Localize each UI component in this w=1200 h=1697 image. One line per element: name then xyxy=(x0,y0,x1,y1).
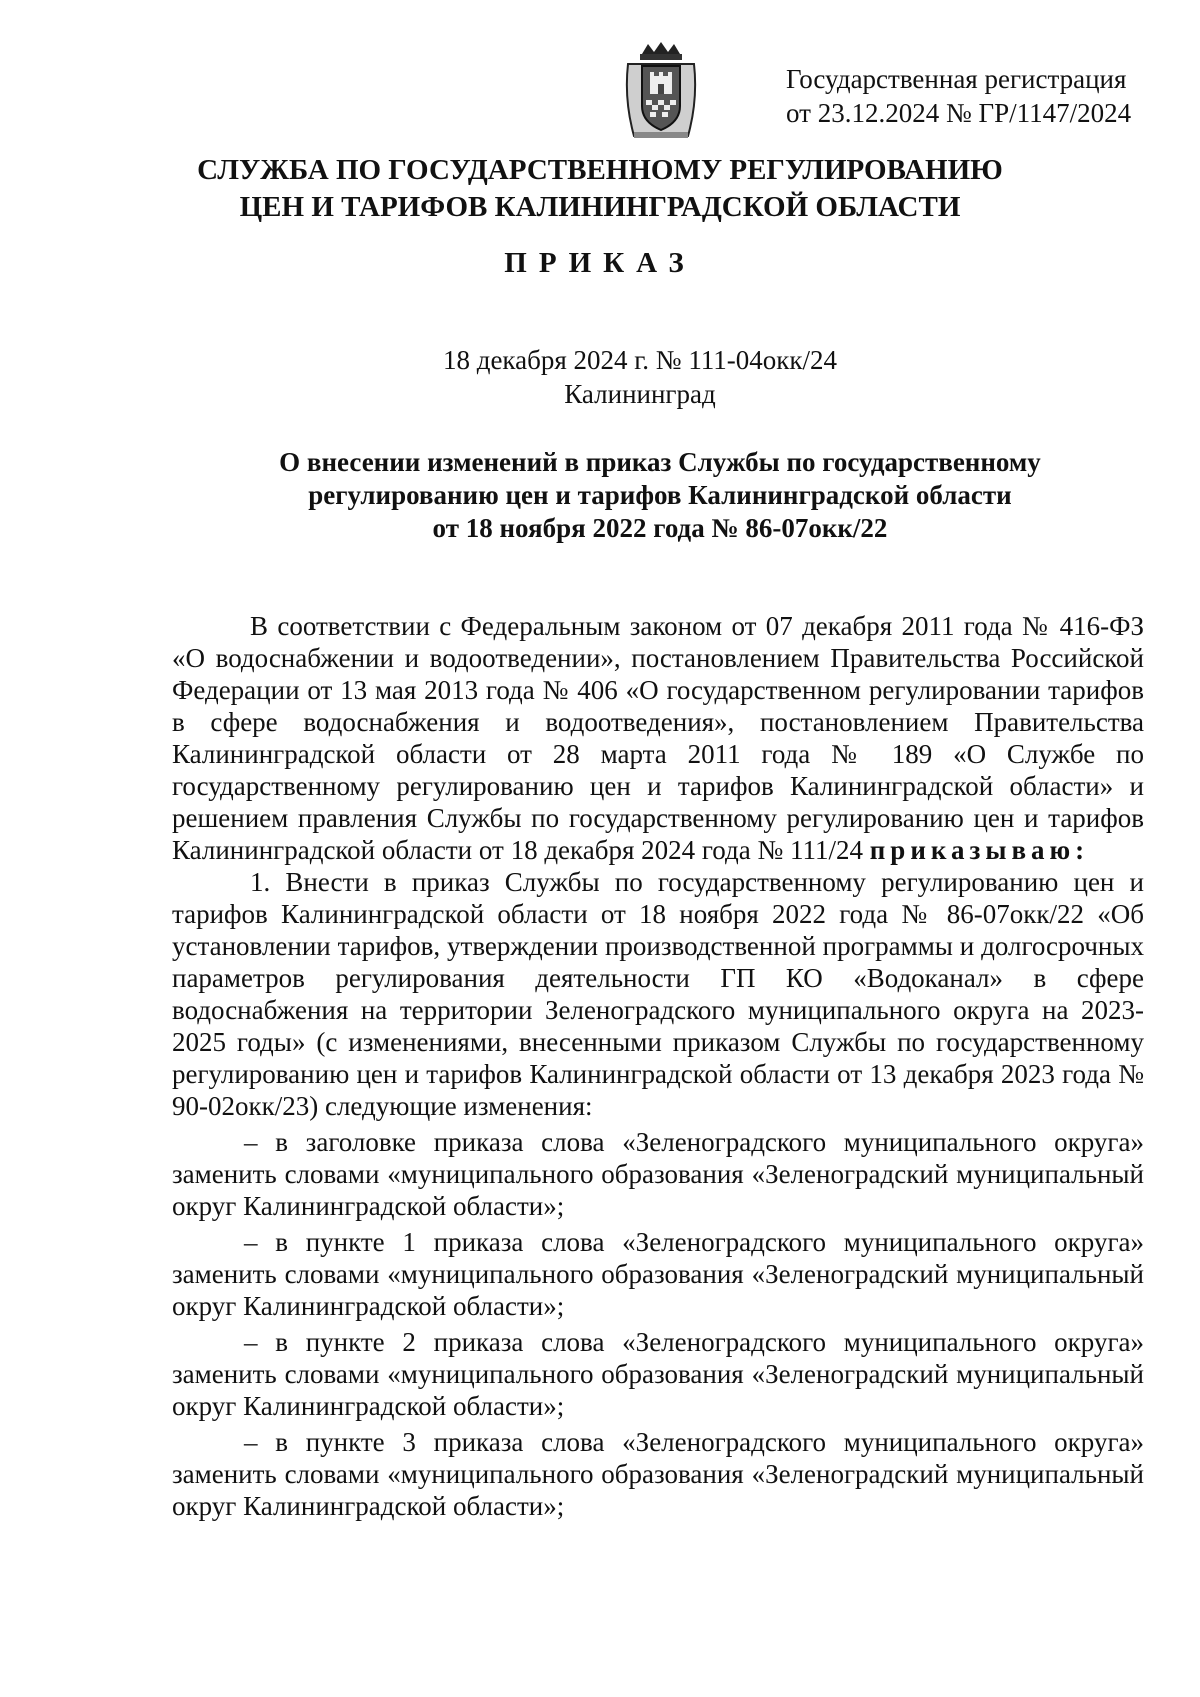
organization-name xyxy=(100,152,1100,226)
organization-line-1: СЛУЖБА ПО ГОСУДАРСТВЕННОМУ РЕГУЛИРОВАНИЮ xyxy=(197,154,1003,186)
item-1-paragraph: 1. Внести в приказ Службы по государственному регулированию цен и тарифов Калининградской области от 18 ноября 2022 года № 86-07окк/22 «Об установлении тарифов, утверждении производственной программы и долгосрочных параметров регулирования деятельности ГП КО «Водоканал» в сфере водоснабжения на территории Зеленоградского муниципального округа на 2023-2025 годы» (с изменениями, внесенными приказом Службы по государственному регулированию цен и тарифов Калининградской области от 13 декабря 2023 года № 90-02окк/23) следующие изменения: xyxy=(172,867,1144,1121)
subject-line-1: О внесении изменений в приказ Службы по государственному xyxy=(279,447,1041,477)
change-item-point-3: – в пункте 3 приказа слова «Зеленоградского муниципального округа» заменить словами «муниципального образования «Зеленоградский муниципальный округ Калининградской области»; xyxy=(172,1427,1144,1521)
change-item-point-2: – в пункте 2 приказа слова «Зеленоградского муниципального округа» заменить словами «муниципального образования «Зеленоградский муниципальный округ Калининградской области»; xyxy=(172,1327,1144,1421)
order-subject xyxy=(170,446,1150,545)
order-body xyxy=(172,610,1144,1522)
preamble-paragraph xyxy=(172,610,1144,866)
subject-line-3: от 18 ноября 2022 года № 86-07окк/22 xyxy=(432,513,888,543)
organization-line-2: ЦЕН И ТАРИФОВ КАЛИНИНГРАДСКОЙ ОБЛАСТИ xyxy=(239,191,961,223)
document-type-title: ПРИКАЗ xyxy=(504,247,696,279)
date-and-number xyxy=(300,343,980,411)
order-word: приказываю: xyxy=(869,835,1090,865)
order-date-number: 18 декабря 2024 г. № 111-04окк/24 xyxy=(442,345,838,375)
order-city: Калининград xyxy=(564,379,716,409)
registration-number: от 23.12.2024 № ГР/1147/2024 xyxy=(786,98,1132,128)
registration-label: Государственная регистрация xyxy=(786,64,1127,94)
state-registration-stamp xyxy=(786,62,1146,130)
coat-of-arms-emblem xyxy=(620,40,702,144)
coat-of-arms-icon xyxy=(620,40,702,144)
change-item-point-1: – в пункте 1 приказа слова «Зеленоградского муниципального округа» заменить словами «муниципального образования «Зеленоградский муниципальный округ Калининградской области»; xyxy=(172,1227,1144,1321)
subject-line-2: регулированию цен и тарифов Калининградской области xyxy=(308,480,1012,510)
preamble-text: В соответствии с Федеральным законом от 07 декабря 2011 года № 416-ФЗ «О водоснабжении и водоотведении», постановлением Правительства Российской Федерации от 13 мая 2013 года № 406 «О государственном регулировании тарифов в сфере водоснабжения и водоотведения», постановлением Правительства Калининградской области от 28 марта 2011 года № 189 «О Службе по государственному регулированию цен и тарифов Калининградской области» и решением правления Службы по государственному регулированию цен и тарифов Калининградской области от 18 декабря 2024 года № 111/24 xyxy=(172,611,1144,865)
change-item-title: – в заголовке приказа слова «Зеленоградского муниципального округа» заменить словами «муниципального образования «Зеленоградский муниципальный округ Калининградской области»; xyxy=(172,1127,1144,1221)
